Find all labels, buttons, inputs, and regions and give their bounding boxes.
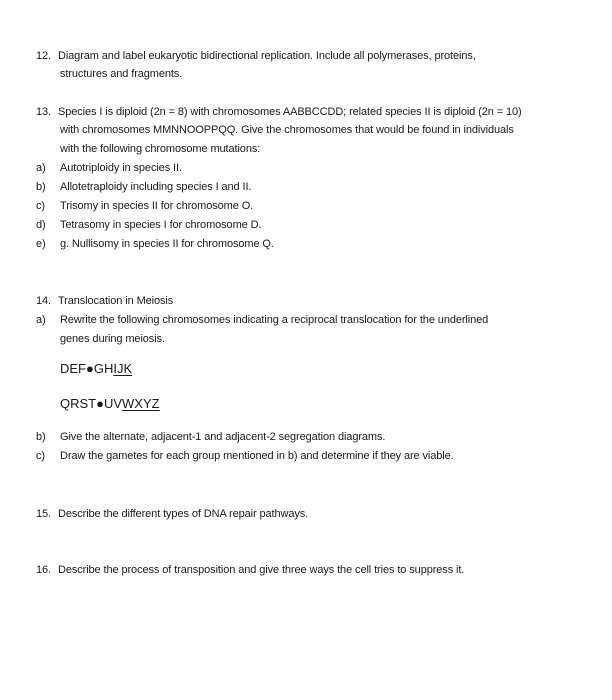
question-14-item-a: [36, 313, 489, 327]
question-12-text-1: Diagram and label eukaryotic bidirectional replication. Include all polymerases, proteins,: [57, 50, 476, 62]
question-14-title: Translocation in Meiosis: [57, 295, 174, 307]
item-text: Rewrite the following chromosomes indicating a reciprocal translocation for the underlined: [60, 314, 489, 326]
question-13-line-3: with the following chromosome mutations:: [60, 143, 261, 155]
chromosome-2-underlined: WXYZ: [122, 396, 160, 411]
item-label: b): [36, 181, 46, 193]
question-13-item-c: [36, 199, 254, 213]
item-label: d): [36, 219, 46, 231]
question-16: [36, 563, 464, 577]
item-text: Give the alternate, adjacent-1 and adjacent-2 segregation diagrams.: [60, 431, 386, 443]
item-label: c): [36, 200, 45, 212]
item-label: a): [36, 162, 46, 174]
question-12-line-2: structures and fragments.: [60, 68, 183, 80]
question-15-text: Describe the different types of DNA repair pathways.: [57, 508, 309, 520]
question-13-line-1: [36, 105, 522, 119]
question-14-number: 14.: [36, 295, 51, 307]
item-text: Tetrasomy in species I for chromosome D.: [60, 219, 262, 231]
question-16-number: 16.: [36, 564, 51, 576]
question-15-number: 15.: [36, 508, 51, 520]
chromosome-1-plain: DEF●GH: [60, 361, 114, 376]
question-16-text: Describe the process of transposition and give three ways the cell tries to suppress it.: [57, 564, 465, 576]
question-14-item-c: [36, 449, 454, 463]
item-text: Autotriploidy in species II.: [60, 162, 182, 174]
question-13-text-1: Species I is diploid (2n = 8) with chromosomes AABBCCDD; related species II is diploid (2n = 10): [57, 106, 522, 118]
item-text: Draw the gametes for each group mentioned in b) and determine if they are viable.: [60, 450, 454, 462]
question-13-number: 13.: [36, 106, 51, 118]
chromosome-2: [60, 396, 160, 412]
chromosome-1-underlined: IJK: [113, 361, 133, 376]
item-label: c): [36, 450, 45, 462]
question-13-item-a: [36, 161, 182, 175]
item-text: g. Nullisomy in species II for chromosome Q.: [60, 238, 274, 250]
chromosome-2-plain: QRST●UV: [60, 396, 123, 411]
question-14-title-line: [36, 294, 173, 308]
question-13-line-2: with chromosomes MMNNOOPPQQ. Give the chromosomes that would be found in individuals: [60, 124, 514, 136]
item-text: Allotetraploidy including species I and II.: [60, 181, 252, 193]
question-14-item-b: [36, 430, 386, 444]
item-label: a): [36, 314, 46, 326]
question-14-item-a-line-2: genes during meiosis.: [60, 333, 165, 345]
chromosome-1: [60, 361, 132, 377]
item-label: e): [36, 238, 46, 250]
question-12-number: 12.: [36, 50, 51, 62]
question-12-line-1: [36, 49, 476, 63]
item-text: Trisomy in species II for chromosome O.: [60, 200, 254, 212]
question-13-item-d: [36, 218, 262, 232]
question-13-item-e: [36, 237, 274, 251]
item-label: b): [36, 431, 46, 443]
question-13-item-b: [36, 180, 252, 194]
question-15: [36, 507, 308, 521]
